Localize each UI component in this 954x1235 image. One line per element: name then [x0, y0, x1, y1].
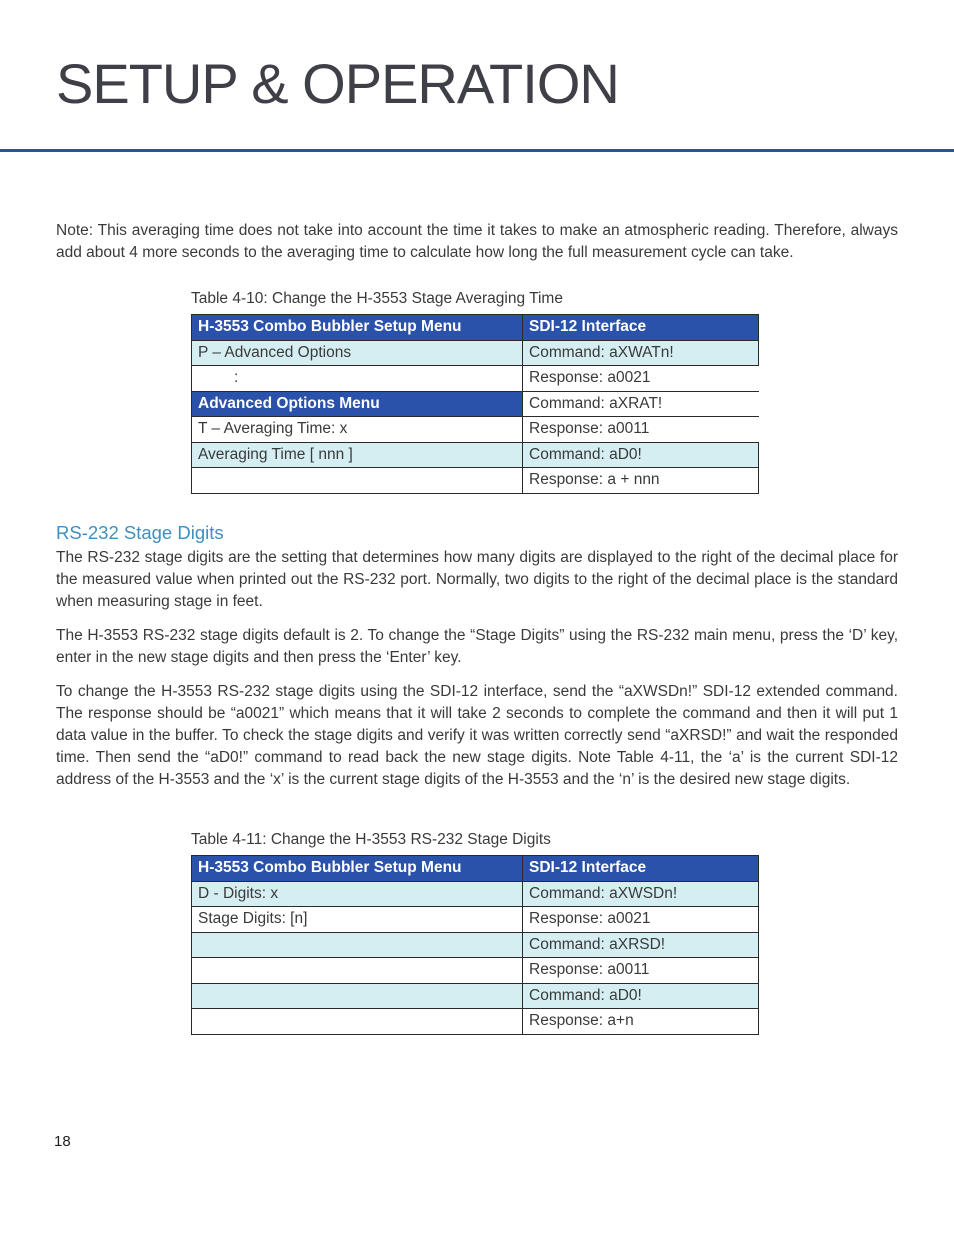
table-row [192, 881, 759, 907]
page-number: 18 [54, 1133, 71, 1150]
table-row [192, 983, 759, 1009]
section-paragraph: The RS-232 stage digits are the setting that determines how many digits are displayed to the right of the decimal place for the measured value when printed out the RS-232 port. Normally, two digits to the right of the decimal place is the standard when measuring stage in feet. [56, 549, 898, 610]
table-cell: T – Averaging Time: x [192, 417, 523, 443]
table-cell [192, 958, 523, 984]
table-cell: Response: a0021 [523, 907, 759, 933]
table-cell: Command: aXRSD! [523, 932, 759, 958]
column-header: SDI-12 Interface [523, 315, 759, 341]
table-row [192, 340, 759, 366]
table-row [192, 932, 759, 958]
table-row [192, 442, 759, 468]
table-header-row [192, 856, 759, 882]
table-subheader-cell: Advanced Options Menu [192, 391, 523, 417]
table-cell: Command: aD0! [523, 442, 759, 468]
table-row [192, 366, 759, 392]
table-row [192, 417, 759, 443]
table-cell: Command: aXWSDn! [523, 881, 759, 907]
section-heading: RS-232 Stage Digits [56, 522, 224, 543]
table-4-11-caption: Table 4-11: Change the H-3553 RS-232 Stage Digits [191, 831, 551, 848]
section-paragraph: The H-3553 RS-232 stage digits default is 2. To change the “Stage Digits” using the RS-232 main menu, press the ‘D’ key, enter in the new stage digits and then press the ‘Enter’ key. [56, 627, 898, 666]
table-row [192, 907, 759, 933]
table-cell: Stage Digits: [n] [192, 907, 523, 933]
table-cell: Response: a + nnn [523, 468, 759, 494]
table-4-11 [191, 855, 759, 1035]
column-header: SDI-12 Interface [523, 856, 759, 882]
table-cell: Response: a+n [523, 1009, 759, 1035]
table-cell: Response: a0011 [523, 958, 759, 984]
table-header-row [192, 315, 759, 341]
table-cell: Command: aXWATn! [523, 340, 759, 366]
table-cell: P – Advanced Options [192, 340, 523, 366]
table-cell [192, 983, 523, 1009]
table-cell [192, 468, 523, 494]
table-row [192, 391, 759, 417]
table-cell: Averaging Time [ nnn ] [192, 442, 523, 468]
table-row [192, 1009, 759, 1035]
table-4-10-caption: Table 4-10: Change the H-3553 Stage Averaging Time [191, 290, 563, 307]
page-title: SETUP & OPERATION [56, 52, 619, 115]
table-cell: Response: a0011 [523, 417, 759, 443]
table-cell: Command: aD0! [523, 983, 759, 1009]
table-row [192, 958, 759, 984]
table-cell: D - Digits: x [192, 881, 523, 907]
title-divider [0, 149, 954, 152]
table-cell [192, 1009, 523, 1035]
table-4-10 [191, 314, 759, 494]
table-cell: : [192, 366, 523, 392]
table-cell [192, 932, 523, 958]
column-header: H-3553 Combo Bubbler Setup Menu [192, 315, 523, 341]
section-paragraph: To change the H-3553 RS-232 stage digits using the SDI-12 interface, send the “aXWSDn!” SDI-12 extended command. The response should be “a0021” which means that it will take 2 seconds to complete the command and then it will put 1 data value in the buffer. To check the stage digits and verify it was written correctly send “aXRSD!” and wait the responded time. Then send the “aD0!” command to read back the new stage digits. Note Table 4-11, the ‘a’ is the current SDI-12 address of the H-3553 and the ‘x’ is the current stage digits of the H-3553 and the ‘n’ is the desired new stage digits. [56, 683, 898, 788]
table-cell: Command: aXRAT! [523, 391, 759, 417]
column-header: H-3553 Combo Bubbler Setup Menu [192, 856, 523, 882]
intro-note: Note: This averaging time does not take into account the time it takes to make an atmospheric reading. Therefore, always add about 4 more seconds to the averaging time to calculate how long the full measurement cycle can take. [56, 222, 898, 261]
table-row [192, 468, 759, 494]
table-cell: Response: a0021 [523, 366, 759, 392]
